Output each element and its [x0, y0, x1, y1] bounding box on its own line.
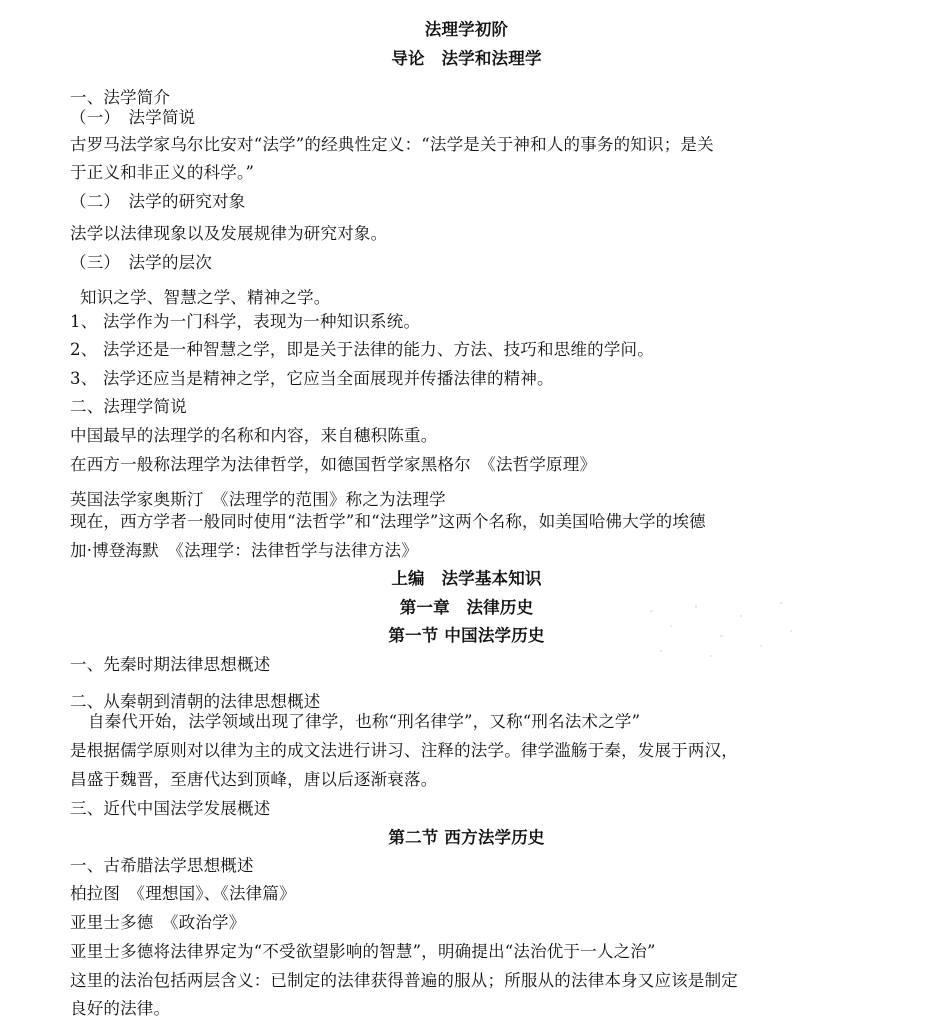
list-item: 3、 法学还应当是精神之学，它应当全面展现并传播法律的精神。 — [70, 369, 554, 388]
paragraph-line: 亚里士多德 《政治学》 — [70, 913, 246, 932]
paragraph-line: 亚里士多德将法律界定为“不受欲望影响的智慧”，明确提出“法治优于一人之治” — [70, 942, 656, 961]
heading: 一、古希腊法学思想概述 — [70, 856, 254, 875]
paragraph-line: 是根据儒学原则对以律为主的成文法进行讲习、注释的法学。律学滥觞于秦，发展于两汉， — [70, 741, 738, 760]
paragraph-line: 英国法学家奥斯汀 《法理学的范围》称之为法理学 — [70, 490, 446, 509]
list-item: 1、 法学作为一门科学，表现为一种知识系统。 — [70, 312, 421, 331]
heading-1: 一、法学简介 — [70, 88, 171, 107]
subheading-2: （二） 法学的研究对象 — [70, 192, 246, 211]
chapter-heading: 第一章 法律历史 — [399, 598, 534, 617]
paragraph-line: 法学以法律现象以及发展规律为研究对象。 — [70, 224, 388, 243]
list-item: 2、 法学还是一种智慧之学，即是关于法律的能力、方法、技巧和思维的学问。 — [70, 340, 654, 359]
part-heading: 上编 法学基本知识 — [391, 569, 542, 588]
paragraph-line: 在西方一般称法理学为法律哲学，如德国哲学家黑格尔 《法哲学原理》 — [70, 455, 597, 474]
heading: 二、从秦朝到清朝的法律思想概述 — [70, 692, 321, 711]
heading: 一、先秦时期法律思想概述 — [70, 655, 271, 674]
document-subtitle: 导论 法学和法理学 — [391, 49, 542, 68]
paragraph-line: 昌盛于魏晋，至唐代达到顶峰，唐以后逐渐衰落。 — [70, 770, 438, 789]
document-title: 法理学初阶 — [424, 20, 509, 39]
paragraph-line: 知识之学、智慧之学、精神之学。 — [80, 288, 331, 307]
subheading-3: （三） 法学的层次 — [70, 253, 213, 272]
paragraph-line: 自秦代开始，法学领域出现了律学，也称“刑名律学”，又称“刑名法术之学” — [88, 712, 641, 731]
paragraph-line: 现在，西方学者一般同时使用“法哲学”和“法理学”这两个名称，如美国哈佛大学的埃德 — [70, 512, 706, 531]
section-heading: 第二节 西方法学历史 — [388, 828, 545, 847]
section-heading: 第一节 中国法学历史 — [388, 626, 545, 645]
paragraph-line: 加·博登海默 《法理学：法律哲学与法律方法》 — [70, 541, 418, 560]
subheading-1: （一） 法学简说 — [70, 108, 196, 127]
heading-2: 二、法理学简说 — [70, 397, 187, 416]
paragraph-line: 柏拉图 《理想国》、《法律篇》 — [70, 884, 296, 903]
heading: 三、近代中国法学发展概述 — [70, 799, 271, 818]
paragraph-line: 良好的法律。 — [70, 999, 171, 1018]
paragraph-line: 于正义和非正义的科学。” — [70, 163, 255, 182]
paragraph-line: 中国最早的法理学的名称和内容，来自穗积陈重。 — [70, 426, 438, 445]
paragraph-line: 古罗马法学家乌尔比安对“法学”的经典性定义：“法学是关于神和人的事务的知识；是关 — [70, 135, 714, 154]
paragraph-line: 这里的法治包括两层含义：已制定的法律获得普遍的服从；所服从的法律本身又应该是制定 — [70, 971, 738, 990]
